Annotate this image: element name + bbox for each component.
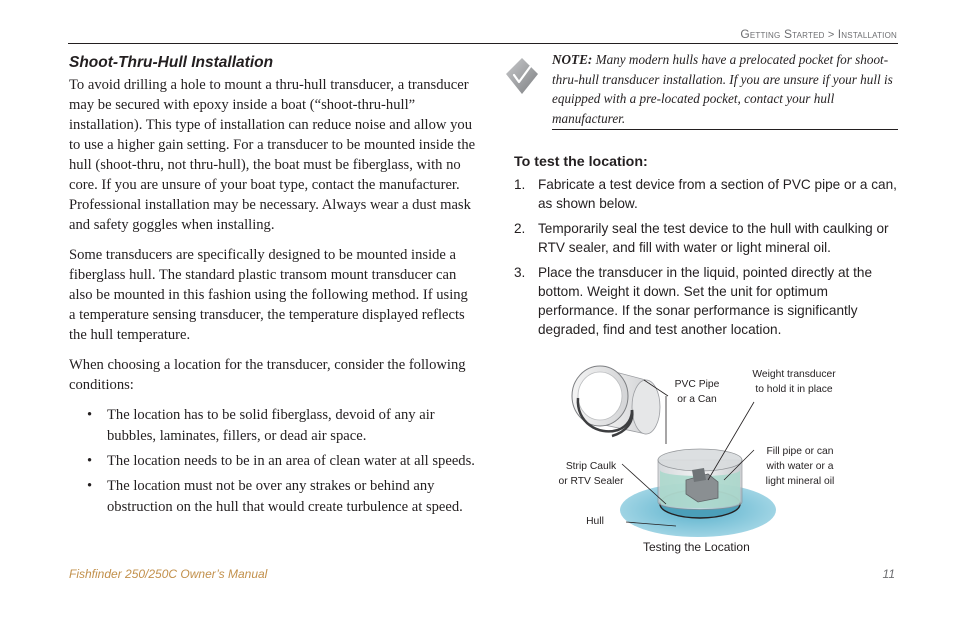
section-title: Shoot-Thru-Hull Installation [69,54,274,71]
note-body: Many modern hulls have a prelocated pocket for shoot-thru-hull transducer installation. If you are unsure if your hull is equipped with a pre-located pocket, contact your hull manufacturer. [552,52,893,126]
list-item [69,451,477,472]
breadcrumb-section: Getting Started [740,27,825,41]
label-line: to hold it in place [755,384,833,395]
note-check-icon [505,57,539,95]
label-pvc-pipe [662,377,732,407]
step-number: 1. [514,177,526,192]
test-title: To test the location: [514,154,648,170]
label-line: or RTV Sealer [558,476,624,487]
label-line: light mineral oil [765,476,835,487]
list-item [514,263,899,339]
page-number: 11 [882,567,895,581]
label-line: with water or a [766,461,834,472]
step-text: Temporarily seal the test device to the hull with caulking or RTV sealer, and fill with water or light mineral oil. [538,221,889,255]
intro-paragraph: To avoid drilling a hole to mount a thru-hull transducer, a transducer may be secured with epoxy inside a boat (“shoot-thru-hull” installation). This type of installation can reduce noise and allow you to use a higher gain setting. For a transducer to be mounted inside the hull (shoot-thru, not thru-hull), the boat must be fiberglass, with no core. If you are unsure of your boat type, contact the manufacturer. Professional installation may be necessary. Always wear a dust mask and safety goggles when installing. [69,77,476,233]
list-item [514,175,899,213]
list-item [514,219,899,257]
testing-location-figure [548,352,848,562]
label-hull [578,514,612,529]
header-rule [68,43,898,44]
footer-manual-title: Fishfinder 250/250C Owner’s Manual [69,567,268,581]
breadcrumb [740,27,897,41]
test-steps [514,175,899,339]
figure-caption: Testing the Location [643,540,750,554]
note-rule [552,129,898,130]
note-box [552,50,898,128]
label-fill-pipe [755,444,845,489]
breadcrumb-separator: > [827,29,835,41]
label-strip-caulk [554,459,628,489]
bullet-mark: • [87,478,93,494]
label-line: Strip Caulk [565,461,617,472]
step-text: Fabricate a test device from a section of PVC pipe or a can, as shown below. [538,177,897,211]
note-text [552,50,898,128]
label-line: PVC Pipe [674,379,720,390]
transducer-paragraph: Some transducers are specifically designed to be mounted inside a fiberglass hull. The standard plastic transom mount transducer can also be mounted in this fashion using the following method. If using a temperature sensing transducer, the temperature displayed reflects the hull temperature. [69,247,468,343]
breadcrumb-page: Installation [837,27,897,41]
label-line: Hull [586,516,604,527]
label-line: or a Can [677,394,717,405]
step-number: 3. [514,265,526,280]
list-item-text: The location must not be over any strakes or behind any obstruction on the hull that would create turbulence at speed. [107,478,463,515]
left-column [69,53,477,522]
step-text: Place the transducer in the liquid, pointed directly at the bottom. Weight it down. Set the unit for optimum performance. If the sonar performance is significantly degraded, find and test another location. [538,265,873,337]
bullet-mark: • [87,407,93,423]
step-number: 2. [514,221,526,236]
label-line: Weight transducer [752,369,836,380]
label-weight-transducer [744,367,844,397]
list-item-text: The location has to be solid fiberglass, devoid of any air bubbles, laminates, fillers, or dead air space. [107,407,435,444]
note-label: NOTE: [552,52,593,67]
conditions-list [69,405,477,518]
list-item [69,476,477,518]
list-item [69,405,477,447]
bullet-mark: • [87,453,93,469]
right-column [514,153,899,345]
conditions-paragraph: When choosing a location for the transducer, consider the following conditions: [69,357,466,393]
label-line: Fill pipe or can [766,446,834,457]
list-item-text: The location needs to be in an area of clean water at all speeds. [107,453,475,469]
